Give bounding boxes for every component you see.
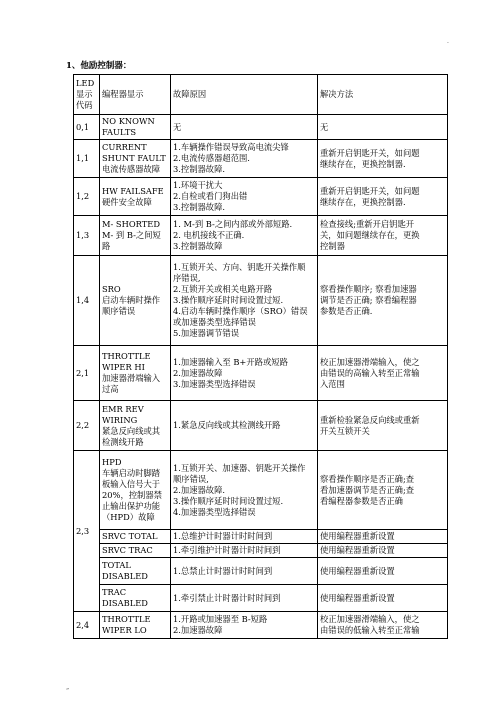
table-row [74, 585, 448, 612]
display-cell: HPD 车辆启动时脚踏 板输入信号大于 20%，控制器禁 止输出保护功能 （HPD）故障 [100, 451, 171, 530]
table-row [74, 216, 448, 256]
cause-cell: 1.总维护计时器计时时间到 [171, 530, 318, 544]
table-row [74, 401, 448, 451]
led-code-cell: 1,2 [74, 178, 100, 216]
table-row [74, 451, 448, 530]
solution-cell: 使用编程器重新设置 [318, 544, 448, 558]
cause-cell: 1. M-到 B-之间内部或外部短路. 2. 电机接线不正确. 3.控制器故障 [171, 216, 318, 256]
solution-cell: 重新开启钥匙开关，如问题 继续存在，更换控制器. [318, 140, 448, 178]
table-row [74, 178, 448, 216]
solution-cell: 使用编程器重新设置 [318, 558, 448, 585]
header-solution: 解决方法 [318, 75, 448, 115]
display-cell: SRO 启动车辆时操作 顺序错误 [100, 256, 171, 346]
table-row [74, 346, 448, 401]
display-cell: M- SHORTED M- 到 B-之间短 路 [100, 216, 171, 256]
solution-cell: 察看操作顺序; 察看加速器 调节是否正确; 察看编程器 参数是否正确. [318, 256, 448, 346]
display-cell: TOTAL DISABLED [100, 558, 171, 585]
solution-cell: 校正加速器滑端输入，使之 由错误的高输入转至正常输 入范围 [318, 346, 448, 401]
cause-cell: 1.互锁开关、方向、钥匙开关操作顺 序错误, 2.互锁开关或相关电路开路 3.操作顺序延时时间设置过短. 4.启动车辆时操作顺序（SRO）错误 或加速器类型选择错误 5.加速器调节错误 [171, 256, 318, 346]
solution-cell: 重新检验紧急反向线或重新 开关互锁开关 [318, 401, 448, 451]
led-code-cell: 1,3 [74, 216, 100, 256]
led-code-cell: 2,1 [74, 346, 100, 401]
led-code-cell: 2,2 [74, 401, 100, 451]
display-cell: CURRENT SHUNT FAULT 电流传感器故障 [100, 140, 171, 178]
table-row [74, 544, 448, 558]
display-cell: THROTTLE WIPER HI 加速器滑端输入 过高 [100, 346, 171, 401]
page-mark-bottom: ” [66, 688, 70, 695]
header-programmer-display: 编程器显示 [100, 75, 171, 115]
cause-cell: 1.牵引维护计时器计时时间到 [171, 544, 318, 558]
page-mark-top: . [447, 38, 449, 45]
solution-cell: 校正加速器滑端输入，使之 由错误的低输入转至正常输 [318, 612, 448, 639]
cause-cell: 1.开路或加速器至 B-短路 2.加速器故障 [171, 612, 318, 639]
solution-cell: 使用编程器重新设置 [318, 530, 448, 544]
display-cell: EMR REV WIRING 紧急反向线或其 检测线开路 [100, 401, 171, 451]
display-cell: SRVC TOTAL [100, 530, 171, 544]
table-row [74, 115, 448, 140]
header-led-code: LED 显示 代码 [74, 75, 100, 115]
section-heading: 1、他励控制器： [66, 61, 132, 71]
table-row [74, 140, 448, 178]
cause-cell: 1.互锁开关、加速器、钥匙开关操作 顺序错误, 2.加速器故障. 3.操作顺序延时时间设置过短. 4.加速器类型选择错误 [171, 451, 318, 530]
fault-code-table [73, 74, 448, 639]
display-cell: HW FAILSAFE 硬件安全故障 [100, 178, 171, 216]
solution-cell: 使用编程器重新设置 [318, 585, 448, 612]
cause-cell: 1.紧急反向线或其检测线开路 [171, 401, 318, 451]
display-cell: THROTTLE WIPER LO [100, 612, 171, 639]
header-fault-cause: 故障原因 [171, 75, 318, 115]
display-cell: TRAC DISABLED [100, 585, 171, 612]
display-cell: SRVC TRAC [100, 544, 171, 558]
led-code-cell: 1,1 [74, 140, 100, 178]
led-code-cell: 2,4 [74, 612, 100, 639]
table-row [74, 612, 448, 639]
cause-cell: 1.牵引禁止计时器计时时间到 [171, 585, 318, 612]
cause-cell: 1.环境干扰大 2.自检或看门狗出错 3.控制器故障. [171, 178, 318, 216]
solution-cell: 无 [318, 115, 448, 140]
cause-cell: 1.总禁止计时器计时时间到 [171, 558, 318, 585]
cause-cell: 无 [171, 115, 318, 140]
solution-cell: 检查接线;重新开启钥匙开 关，如问题继续存在，更换 控制器 [318, 216, 448, 256]
led-code-cell: 1,4 [74, 256, 100, 346]
table-row [74, 558, 448, 585]
cause-cell: 1.加速器输入至 B+开路或短路 2.加速器故障 3.加速器类型选择错误 [171, 346, 318, 401]
table-row [74, 530, 448, 544]
table-header-row [74, 75, 448, 115]
solution-cell: 重新开启钥匙开关，如问题 继续存在，更换控制器. [318, 178, 448, 216]
display-cell: NO KNOWN FAULTS [100, 115, 171, 140]
led-code-cell: 2,3 [74, 451, 100, 612]
cause-cell: 1.车辆操作错误导致高电流尖锋 2.电流传感器超范围. 3.控制器故障. [171, 140, 318, 178]
table-row [74, 256, 448, 346]
led-code-cell: 0,1 [74, 115, 100, 140]
solution-cell: 察看操作顺序是否正确;查 看加速器调节是否正确;查 看编程器参数是否正确 [318, 451, 448, 530]
